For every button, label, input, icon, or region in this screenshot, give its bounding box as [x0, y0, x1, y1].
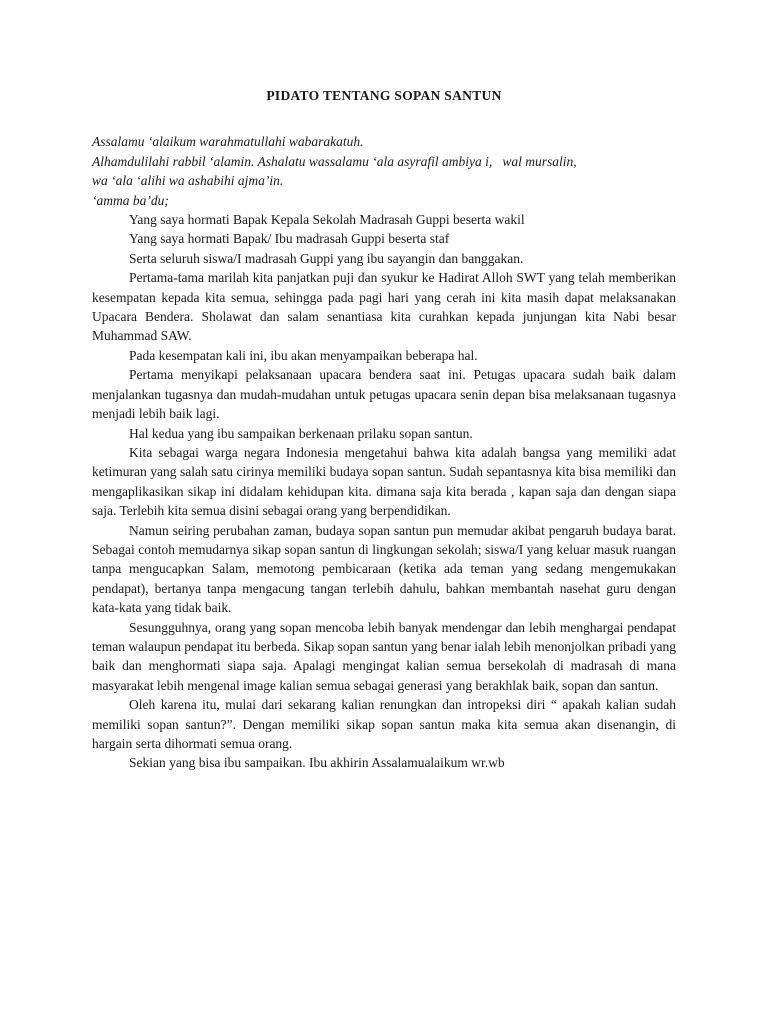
paragraph: Namun seiring perubahan zaman, budaya sopan santun pun memudar akibat pengaruh budaya barat. Sebagai contoh memudarnya sikap sopan santun di lingkungan sekolah; siswa/I yang keluar masuk ruangan tanpa mengucapkan Salam, memotong pembicaraan (ketika ada teman yang sedang mengemukakan pendapat), bertanya tanpa mengacung tangan terlebih dahulu, bahkan membantah nasehat guru dengan kata-kata yang tidak baik.	[92, 522, 676, 616]
greeting-block	[92, 132, 676, 210]
document-page	[92, 86, 676, 773]
speech-body	[92, 210, 676, 773]
paragraph: Oleh karena itu, mulai dari sekarang kalian renungkan dan intropeksi diri “ apakah kalian sudah memiliki sopan santun?”. Dengan memiliki sikap sopan santun maka kita semua akan disenangin, di hargain serta dihormati semua orang.	[92, 697, 676, 751]
paragraph: Sesungguhnya, orang yang sopan mencoba lebih banyak mendengar dan lebih menghargai pendapat teman walaupun pendapat itu berbeda. Sikap sopan santun yang benar ialah lebih menonjolkan pribadi yang baik dan menghormati siapa saja. Apalagi mengingat kalian semua bersekolah di madrasah di mana masyarakat lebih mengenal image kalian semua sebagai generasi yang berakhlak baik, sopan dan santun.	[92, 619, 676, 693]
greeting-line: Alhamdulilahi rabbil ‘alamin. Ashalatu wassalamu ‘ala asyrafil ambiya i, wal mursalin,	[92, 153, 577, 169]
paragraph: Yang saya hormati Bapak/ Ibu madrasah Guppi beserta staf	[129, 231, 450, 247]
document-title: PIDATO TENTANG SOPAN SANTUN	[266, 88, 502, 103]
paragraph: Sekian yang bisa ibu sampaikan. Ibu akhirin Assalamualaikum wr.wb	[129, 755, 505, 771]
paragraph: Serta seluruh siswa/I madrasah Guppi yang ibu sayangin dan banggakan.	[129, 250, 524, 266]
greeting-line: Assalamu ‘alaikum warahmatullahi wabarakatuh.	[92, 134, 364, 150]
paragraph: Pada kesempatan kali ini, ibu akan menyampaikan beberapa hal.	[129, 347, 478, 363]
greeting-line: wa ‘ala ‘alihi wa ashabihi ajma’in.	[92, 173, 284, 189]
paragraph: Pertama menyikapi pelaksanaan upacara bendera saat ini. Petugas upacara sudah baik dalam menjalankan tugasnya dan mudah-mudahan untuk petugas upacara senin depan bisa melaksanaan tugasnya menjadi lebih baik lagi.	[92, 367, 676, 422]
paragraph: Pertama-tama marilah kita panjatkan puji dan syukur ke Hadirat Alloh SWT yang telah memberikan kesempatan kepada kita semua, sehingga pada pagi hari yang cerah ini kita masih dapat melaksanakan Upacara Bendera. Sholawat dan salam senantiasa kita curahkan kepada junjungan kita Nabi besar Muhammad SAW.	[92, 270, 676, 344]
greeting-line: ‘amma ba’du;	[92, 192, 169, 208]
paragraph: Yang saya hormati Bapak Kepala Sekolah Madrasah Guppi beserta wakil	[129, 212, 525, 228]
paragraph: Hal kedua yang ibu sampaikan berkenaan prilaku sopan santun.	[129, 425, 473, 441]
paragraph: Kita sebagai warga negara Indonesia mengetahui bahwa kita adalah bangsa yang memiliki adat ketimuran yang salah satu cirinya memiliki budaya sopan santun. Sudah sepantasnya kita bisa memiliki dan mengaplikasikan sikap ini didalam kehidupan kita. dimana saja kita berada , kapan saja dan dengan siapa saja. Terlebih kita semua disini sebagai orang yang berpendidikan.	[92, 444, 676, 519]
